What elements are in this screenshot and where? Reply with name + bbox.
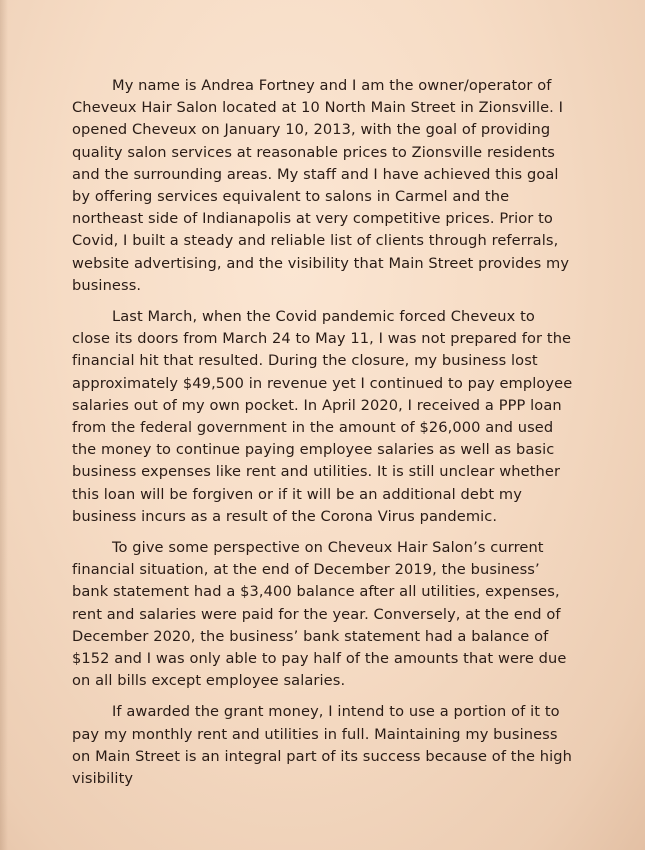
paragraph-intro: My name is Andrea Fortney and I am the owner/operator of Cheveux Hair Salon located at 10 North Main Street in Zionsville. I opened Cheveux on January 10, 2013, with the goal of providing quality salon services at reasonable prices to Zionsville residents and the surrounding areas. My staff and I have achieved this goal by offering services equivalent to salons in Carmel and the northeast side of Indianapolis at very competitive prices. Prior to Covid, I built a steady and reliable list of clients through referrals, website advertising, and the visibility that Main Street provides my business. xyxy=(72,77,570,294)
paragraph-grant-use: If awarded the grant money, I intend to use a portion of it to pay my monthly rent and utilities in full. Maintaining my business on Main Street is an integral part of its success because of the high visibility xyxy=(72,703,573,788)
letter-body xyxy=(72,75,577,799)
paragraph-financial-situation: To give some perspective on Cheveux Hair Salon’s current financial situation, at the end of December 2019, the business’ bank statement had a $3,400 balance after all utilities, expenses, rent and salaries were paid for the year. Conversely, at the end of December 2020, the business’ bank statement had a balance of $152 and I was only able to pay half of the amounts that were due on all bills except employee salaries. xyxy=(72,539,567,690)
paragraph-closure-impact: Last March, when the Covid pandemic forced Cheveux to close its doors from March 24 to May 11, I was not prepared for the financial hit that resulted. During the closure, my business lost approximately $49,500 in revenue yet I continued to pay employee salaries out of my own pocket. In April 2020, I received a PPP loan from the federal government in the amount of $26,000 and used the money to continue paying employee salaries as well as basic business expenses like rent and utilities. It is still unclear whether this loan will be forgiven or if it will be an additional debt my business incurs as a result of the Corona Virus pandemic. xyxy=(72,308,573,525)
page-edge-shadow xyxy=(0,0,8,850)
